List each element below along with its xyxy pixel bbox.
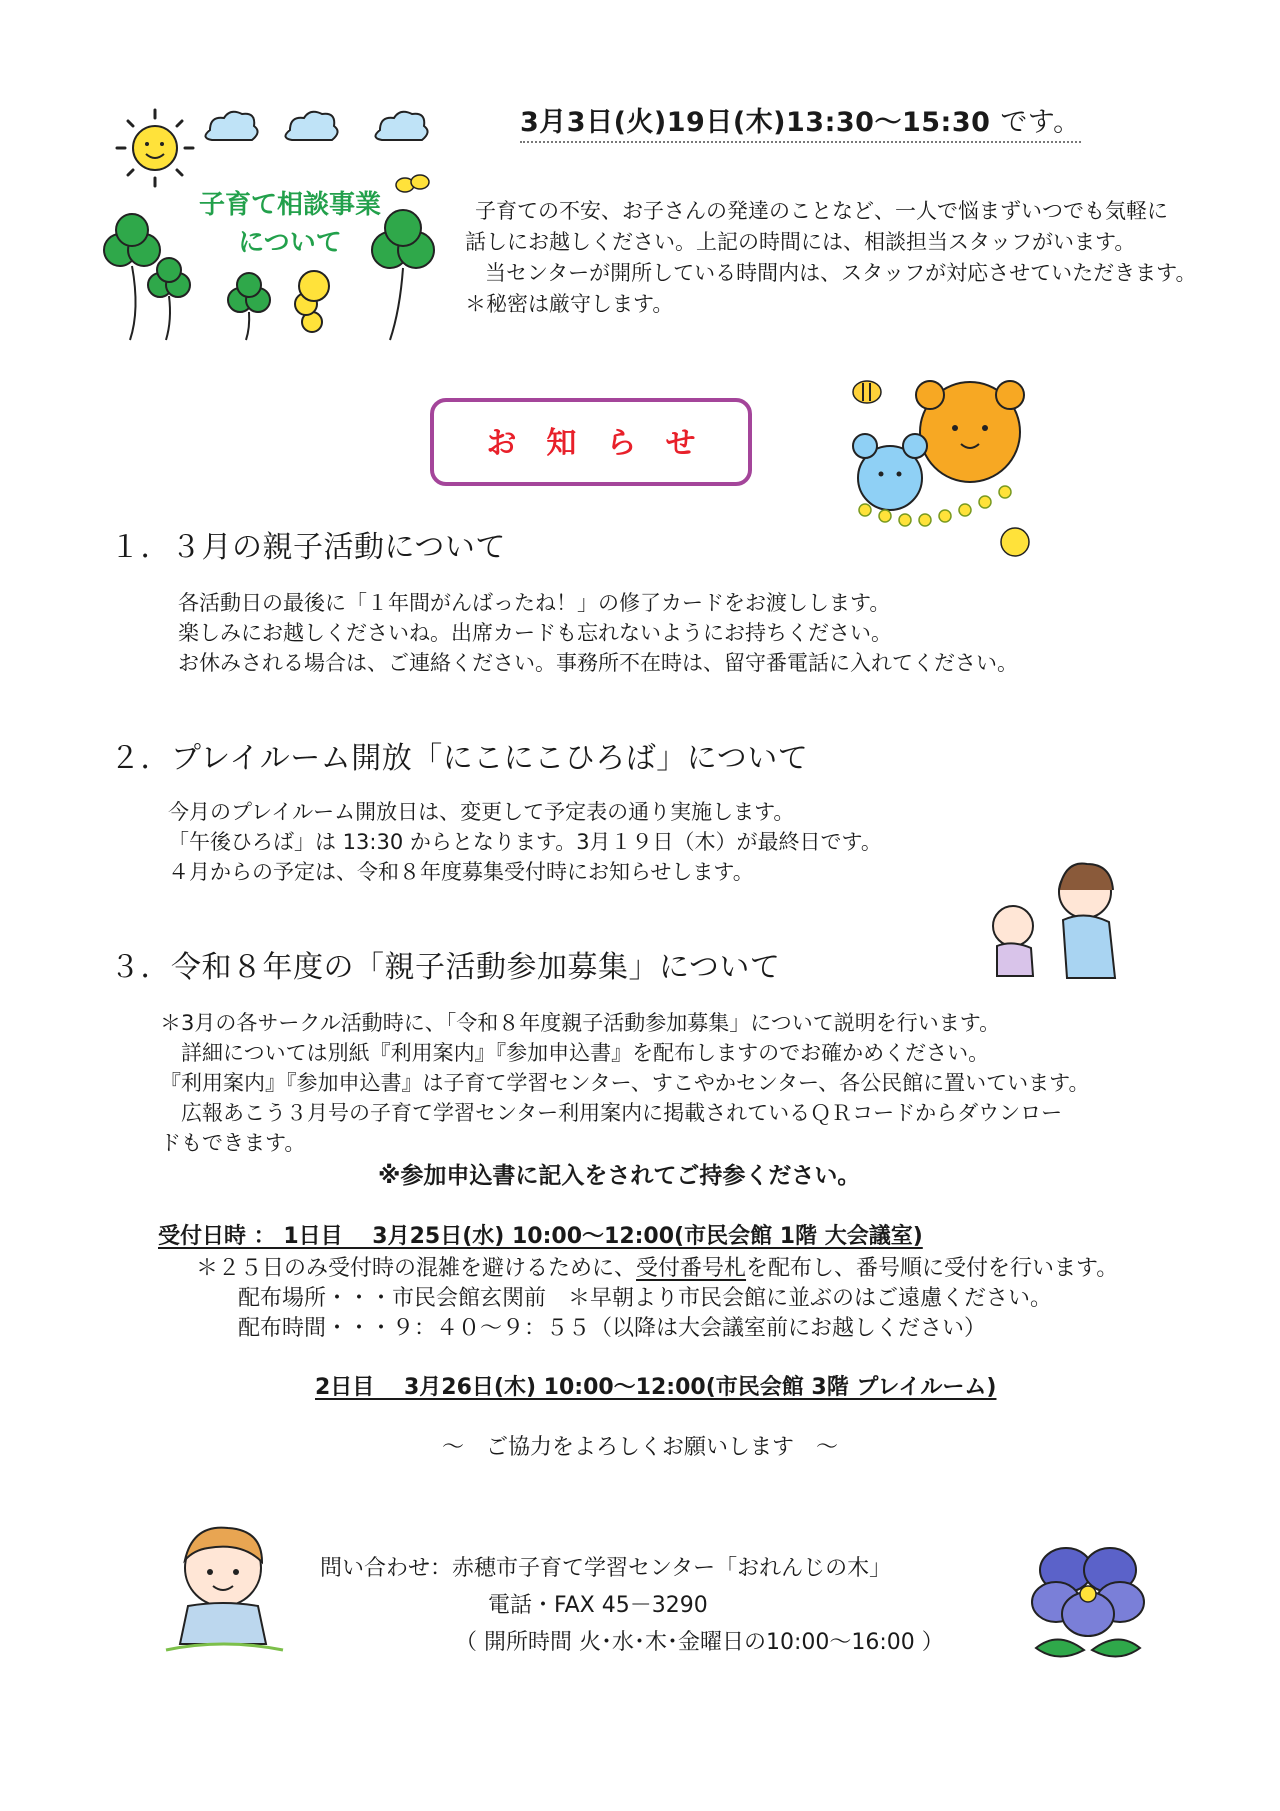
consult-line: ＊秘密は厳守します。	[465, 292, 674, 316]
consult-date-suffix: です。	[1000, 107, 1081, 138]
section-line: 楽しみにお越しくださいね。出席カードも忘れないようにお持ちください。	[178, 621, 892, 645]
reception-day1: 受付日時 ： 1日目 3月25日(水) 10:00～12:00(市民会館 1階 大会議室)	[158, 1224, 923, 1249]
contact-info	[320, 1550, 944, 1661]
pansy-icon	[1032, 1548, 1144, 1636]
section-body-3	[160, 1008, 1089, 1158]
boy-illustration	[158, 1520, 293, 1660]
reception-note	[196, 1251, 1118, 1282]
notice-title: お知らせ	[486, 426, 726, 461]
section-line: 『利用案内』『参加申込書』は子育て学習センター、すこやかセンター、各公民館に置いています。	[160, 1071, 1090, 1095]
notice-box	[430, 398, 752, 486]
section-line: お休みされる場合は、ご連絡ください。事務所不在時は、留守番電話に入れてください。	[178, 651, 1018, 675]
section-body-1	[178, 588, 1018, 678]
consult-line: 子育ての不安、お子さんの発達のことなど、一人で悩まずいつでも気軽に	[475, 199, 1168, 223]
bear-icon	[916, 381, 1024, 482]
section-line: 「午後ひろば」は 13:30 からとなります。3月１９日（木）が最終日です。	[168, 830, 882, 854]
consult-date-text: 3月3日(火)19日(木)13:30～15:30	[520, 107, 991, 138]
section-line: ドもできます。	[160, 1131, 306, 1155]
consult-title	[170, 186, 410, 262]
sun-icon	[117, 110, 193, 186]
distribution-place: 配布場所・・・市民会館玄関前 ＊早朝より市民会館に並ぶのはご遠慮ください。	[238, 1286, 1053, 1311]
section-line: ４月からの予定は、令和８年度募集受付時にお知らせします。	[168, 860, 754, 884]
reception-day2: 2日目 3月26日(木) 10:00～12:00(市民会館 3階 プレイルーム)	[315, 1375, 997, 1400]
mouse-icon	[853, 434, 927, 510]
bring-form-note: ※参加申込書に記入をされてご持参ください。	[378, 1163, 861, 1189]
consult-line: 当センターが開所している時間内は、スタッフが対応させていただきます。	[485, 261, 1197, 285]
bear-mouse-illustration	[845, 370, 1055, 560]
contact-line-1: 問い合わせ：赤穂市子育て学習センター「おれんじの木」	[320, 1556, 892, 1581]
mother-baby-illustration	[975, 850, 1135, 990]
section-line: ＊3月の各サークル活動時に、「令和８年度親子活動参加募集」について説明を行います。	[160, 1011, 1001, 1035]
consult-title-line1: 子育て相談事業	[198, 190, 381, 220]
consult-line: 話しにお越しください。上記の時間には、相談担当スタッフがいます。	[465, 230, 1136, 254]
section-line: 今月のプレイルーム開放日は、変更して予定表の通り実施します。	[168, 800, 795, 824]
chick-icon	[1001, 528, 1029, 556]
cloud-icon	[205, 112, 427, 140]
reception-note-pre: ＊２５日のみ受付時の混雑を避けるために、	[196, 1256, 637, 1281]
section-heading-3: ３．令和８年度の「親子活動参加募集」について	[110, 950, 781, 985]
closing-message: ～ ご協力をよろしくお願いします ～	[441, 1435, 838, 1460]
section-line: 広報あこう３月号の子育て学習センター利用案内に掲載されているＱＲコードからダウンロー	[160, 1101, 1063, 1125]
bee-icon	[853, 381, 881, 403]
consult-date	[520, 100, 1081, 143]
contact-line-2: 電話・FAX 45－3290	[488, 1593, 708, 1618]
pansy-illustration	[1018, 1540, 1158, 1670]
section-heading-1: １．３月の親子活動について	[110, 530, 506, 565]
reception-note-post: を配布し、番号順に受付を行います。	[746, 1256, 1119, 1281]
section-line: 詳細については別紙『利用案内』『参加申込書』を配布しますのでお確かめください。	[160, 1041, 990, 1065]
section-line: 各活動日の最後に「１年間がんばったね！」の修了カードをお渡しします。	[178, 591, 891, 615]
reception-note-ticket: 受付番号札	[636, 1256, 747, 1281]
section-heading-2: ２．プレイルーム開放「にこにこひろば」について	[110, 741, 809, 776]
section-body-2	[168, 797, 882, 887]
distribution-time: 配布時間・・・９：４０～９：５５（以降は大会議室前にお越しください）	[238, 1316, 987, 1341]
caterpillar-icon	[295, 271, 329, 332]
consult-title-line2: について	[238, 228, 342, 258]
contact-line-3: （ 開所時間 火･水･木･金曜日の10:00～16:00 ）	[455, 1630, 944, 1655]
consult-description	[465, 196, 1196, 320]
